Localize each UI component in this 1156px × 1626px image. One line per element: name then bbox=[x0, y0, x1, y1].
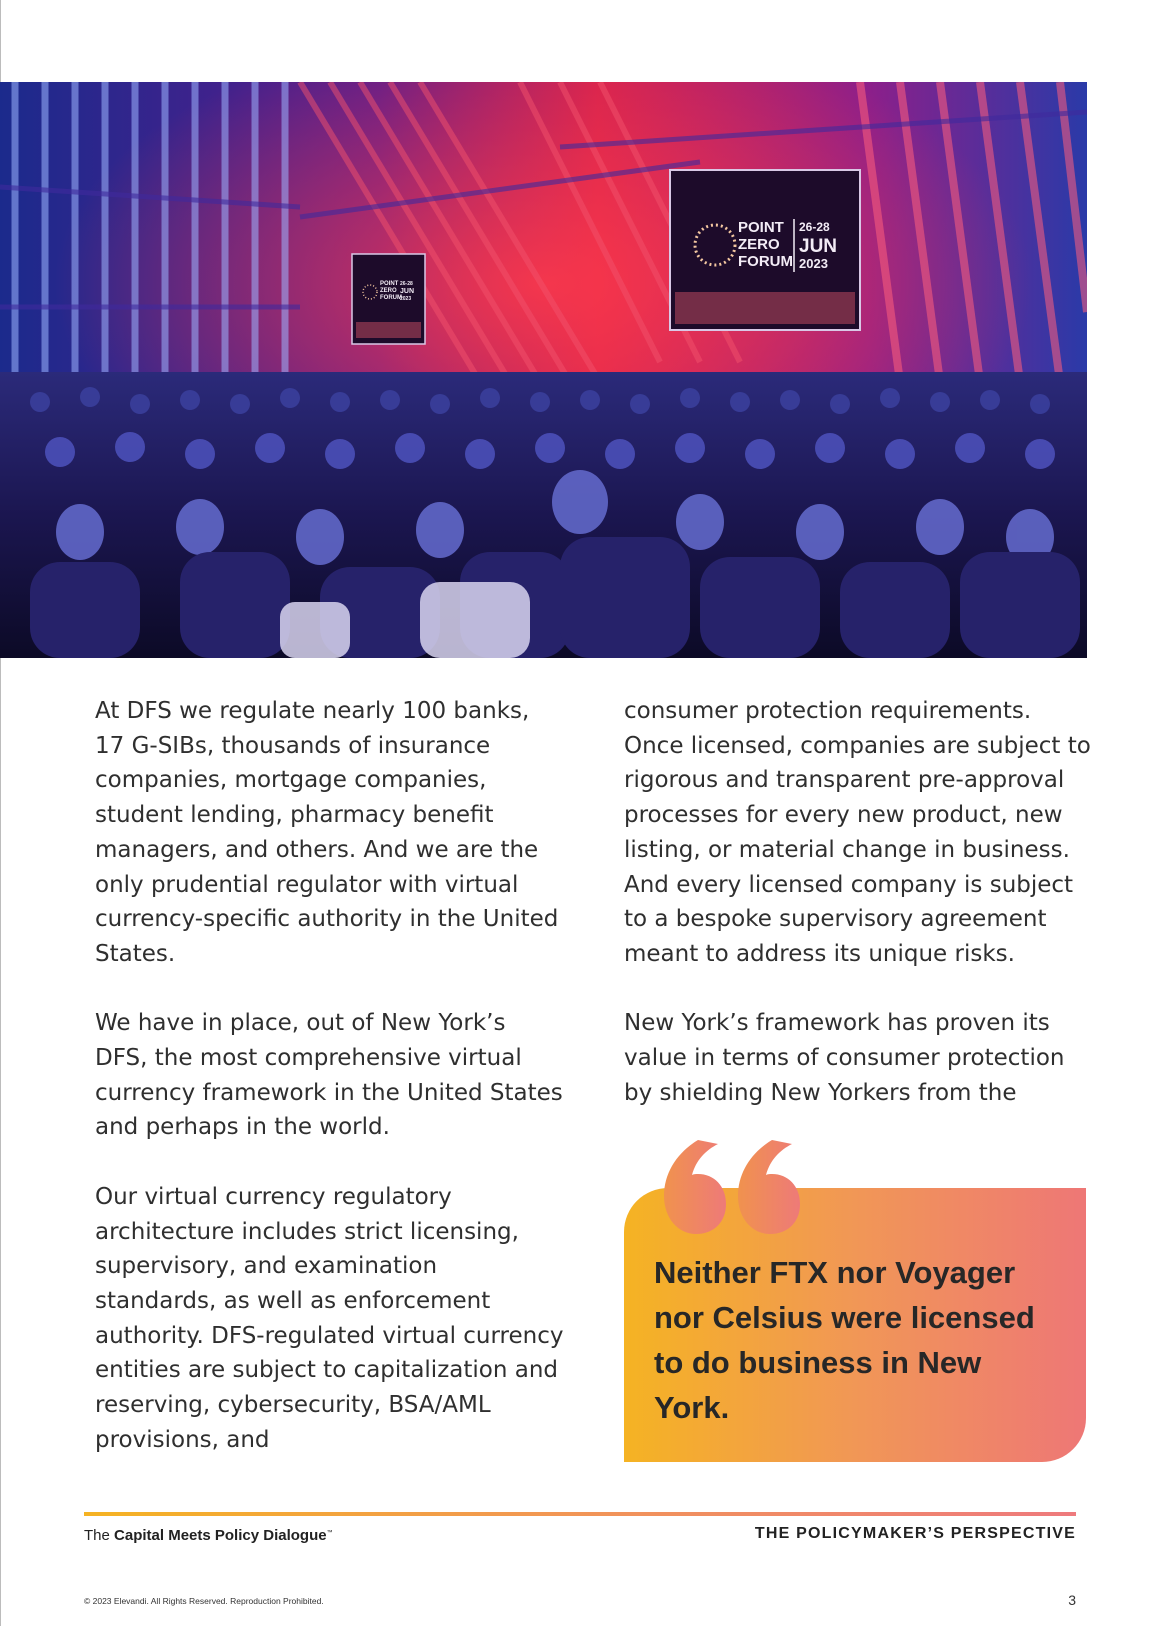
pull-quote-text: Neither FTX nor Voyager nor Celsius were licensed to do business in New York. bbox=[654, 1255, 1035, 1425]
screen-large-month: JUN bbox=[799, 236, 838, 257]
conference-photo bbox=[0, 82, 1087, 658]
conference-photo-illustration bbox=[0, 82, 1087, 658]
event-screen-large bbox=[670, 170, 860, 330]
screen-small-line3: FORUM bbox=[380, 295, 402, 301]
right-paragraph-1: consumer protection requirements. Once licensed, companies are subject to rigorous and transparent pre-approval processes for every new product, new listing, or material change in business. And every licensed company is subject to a bespoke supervisory agreement meant to address its unique risks. bbox=[624, 698, 1091, 967]
quote-mark-icon bbox=[660, 1140, 810, 1236]
footer-rule bbox=[84, 1512, 1076, 1516]
footer-brand-tm: ™ bbox=[326, 1530, 333, 1536]
screen-small-dates: 26-28 bbox=[400, 281, 413, 287]
screen-large-line3: FORUM bbox=[738, 253, 793, 270]
screen-large-dates: 26-28 bbox=[799, 220, 830, 234]
page-number: 3 bbox=[1068, 1592, 1076, 1608]
screen-small-line2: ZERO bbox=[380, 288, 397, 294]
right-column bbox=[624, 694, 1094, 1145]
screen-large-line2: ZERO bbox=[738, 236, 780, 253]
footer-brand bbox=[84, 1527, 333, 1544]
footer-brand-name: Capital Meets Policy Dialogue bbox=[114, 1527, 327, 1544]
footer-brand-prefix: The bbox=[84, 1527, 115, 1544]
copyright-notice: © 2023 Elevandi. All Rights Reserved. Reproduction Prohibited. bbox=[84, 1596, 324, 1606]
event-screen-small bbox=[352, 254, 425, 344]
right-paragraph-2: New York’s framework has proven its value in terms of consumer protection by shielding New Yorkers from the bbox=[624, 1010, 1065, 1106]
left-paragraph-1: At DFS we regulate nearly 100 banks, 17 G-SIBs, thousands of insurance companies, mortgage companies, student lending, pharmacy benefit managers, and others. And we are the only prudential regulator with virtual currency-specific authority in the United States. bbox=[95, 698, 559, 967]
footer-section-title: THE POLICYMAKER’S PERSPECTIVE bbox=[754, 1525, 1076, 1542]
screen-small-year: 2023 bbox=[400, 296, 412, 302]
screen-large-line1: POINT bbox=[738, 219, 784, 236]
left-paragraph-3: Our virtual currency regulatory architecture includes strict licensing, supervisory, and examination standards, as well as enforcement authority. DFS-regulated virtual currency entities are subject to capitalization and reserving, cybersecurity, BSA/AML provisions, and bbox=[95, 1183, 564, 1453]
screen-large-year: 2023 bbox=[799, 256, 828, 271]
left-paragraph-2: We have in place, out of New York’s DFS, the most comprehensive virtual currency framework in the United States and perhaps in the world. bbox=[95, 1010, 563, 1141]
screen-small-month: JUN bbox=[400, 288, 415, 295]
left-column bbox=[95, 694, 565, 1492]
screen-small-line1: POINT bbox=[380, 281, 399, 287]
